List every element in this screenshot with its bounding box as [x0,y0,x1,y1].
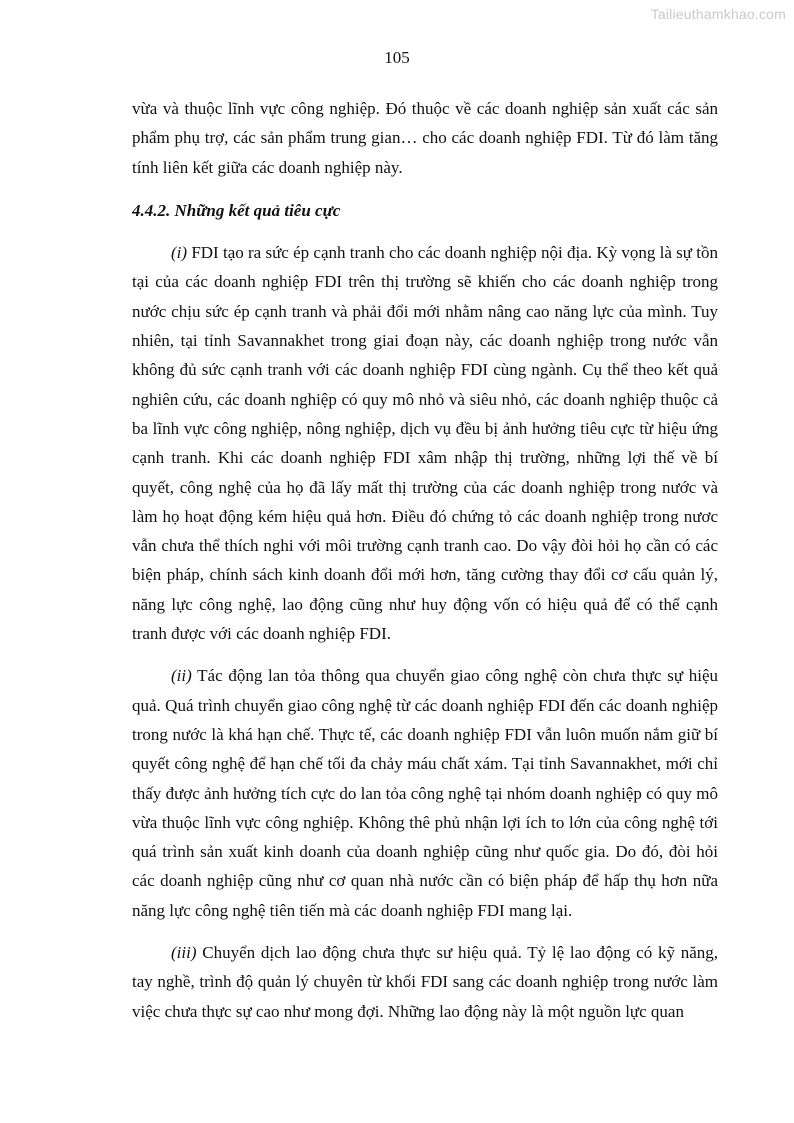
paragraph-text: Chuyển dịch lao động chưa thực sư hiệu quả. Tỷ lệ lao động có kỹ năng, tay nghề, trình độ quản lý chuyên từ khối FDI sang các doanh nghiệp trong nước làm việc chưa thực sự cao như mong đợi. Những lao động này là một nguồn lực quan [132,943,718,1021]
paragraph-ii [132,661,718,925]
paragraph-marker: (iii) [171,943,197,963]
paragraph-text: FDI tạo ra sức ép cạnh tranh cho các doanh nghiệp nội địa. Kỳ vọng là sự tồn tại của các doanh nghiệp FDI trên thị trường sẽ khiến cho các doanh nghiệp trong nước chịu sức ép cạnh tranh và phải đổi mới nhằm nâng cao năng lực của mình. Tuy nhiên, tại tỉnh Savannakhet trong giai đoạn này, các doanh nghiệp trong nước vẫn không đủ sức cạnh tranh với các doanh nghiệp FDI cùng ngành. Cụ thể theo kết quả nghiên cứu, các doanh nghiệp có quy mô nhỏ và siêu nhỏ, các doanh nghiệp thuộc cả ba lĩnh vực công nghiệp, nông nghiệp, dịch vụ đều bị ảnh hưởng tiêu cực từ hiệu ứng cạnh tranh. Khi các doanh nghiệp FDI xâm nhập thị trường, những lợi thế về bí quyết, công nghệ của họ đã lấy mất thị trường của các doanh nghiệp trong nước và làm họ hoạt động kém hiệu quả hơn. Điều đó chứng tỏ các doanh nghiệp trong nươc vẫn chưa thể thích nghi với môi trường cạnh tranh cao. Do vậy đòi hỏi họ cần có các biện pháp, chính sách kinh doanh đổi mới hơn, tăng cường thay đổi cơ cấu quản lý, năng lực công nghệ, lao động cũng như huy động vốn có hiệu quả để có thể cạnh tranh được với các doanh nghiệp FDI. [132,243,718,644]
page-number: 105 [384,48,410,67]
paragraph-marker: (ii) [171,666,192,686]
paragraph-text: Tác động lan tỏa thông qua chuyển giao công nghệ còn chưa thực sự hiệu quả. Quá trình chuyển giao công nghệ từ các doanh nghiệp FDI đến các doanh nghiệp trong nước là khá hạn chế. Thực tế, các doanh nghiệp FDI vẫn luôn muốn nắm giữ bí quyết công nghệ để hạn chế tối đa chảy máu chất xám. Tại tỉnh Savannakhet, mới chỉ thấy được ảnh hưởng tích cực do lan tỏa công nghệ tại nhóm doanh nghiệp có quy mô vừa thuộc lĩnh vực công nghiệp. Không thê phủ nhận lợi ích to lớn của công nghệ tới quá trình sản xuất kinh doanh của doanh nghiệp cũng như quốc gia. Do đó, đòi hỏi các doanh nghiệp cũng như cơ quan nhà nước cần có biện pháp để hấp thụ hơn nữa năng lực công nghệ tiên tiến mà các doanh nghiệp FDI mang lại. [132,666,718,920]
paragraph-marker: (i) [171,243,188,263]
section-heading: 4.4.2. Những kết quả tiêu cực [132,200,341,220]
paragraph-iii [132,938,718,1026]
intro-paragraph: vừa và thuộc lĩnh vực công nghiệp. Đó thuộc về các doanh nghiệp sản xuất các sản phẩm phụ trợ, các sản phẩm trung gian… cho các doanh nghiệp FDI. Từ đó làm tăng tính liên kết giữa các doanh nghiệp này. [132,99,718,177]
watermark: Tailieuthamkhao.com [650,6,786,22]
paragraph-i [132,238,718,648]
document-body [132,94,718,1039]
